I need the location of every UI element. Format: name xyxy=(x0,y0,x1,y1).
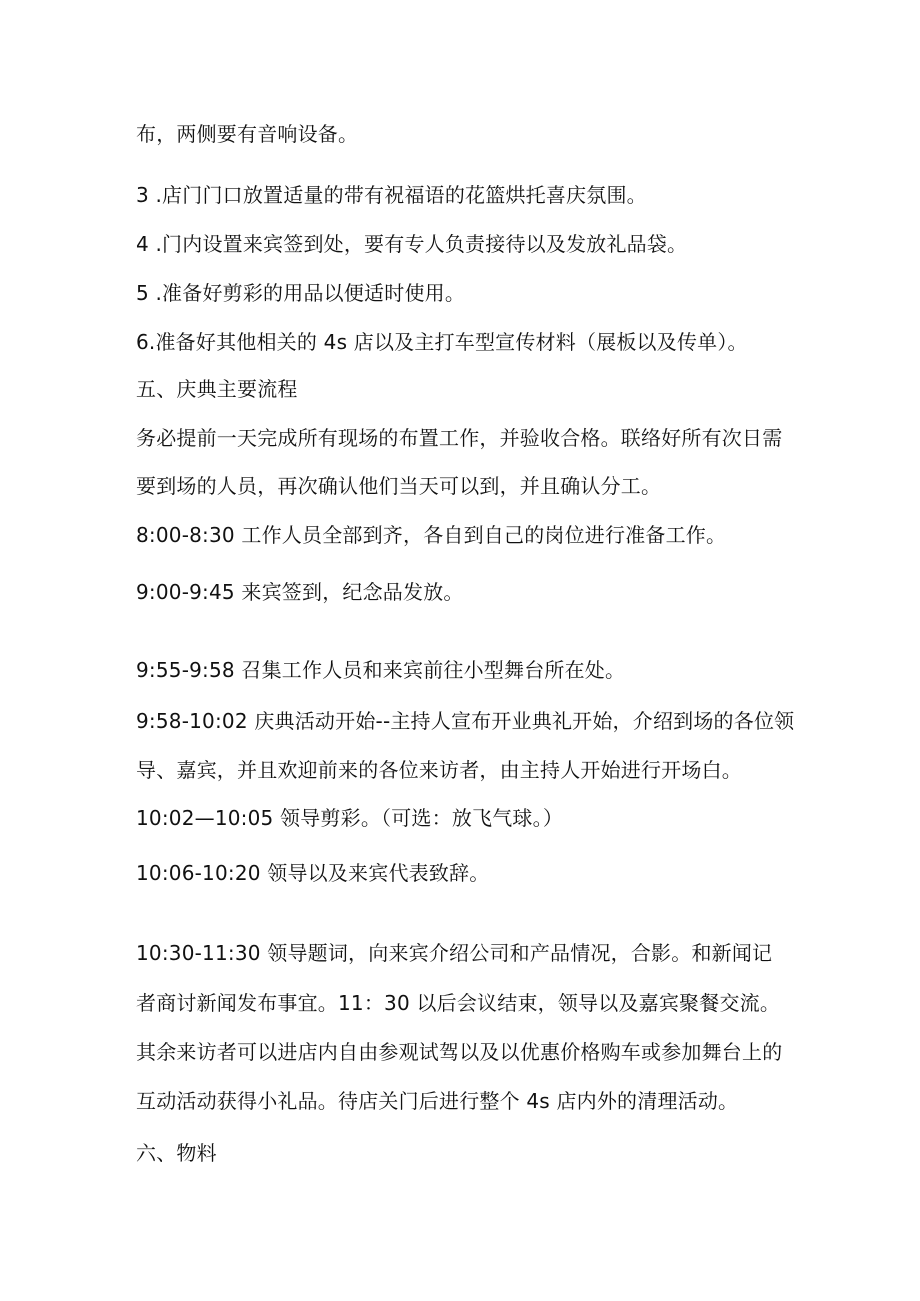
section-heading: 五、庆典主要流程 xyxy=(136,377,298,401)
schedule-item: 8:00-8:30 工作人员全部到齐，各自到自己的岗位进行准备工作。 xyxy=(136,523,727,547)
list-item: 6.准备好其他相关的 4s 店以及主打车型宣传材料（展板以及传单）。 xyxy=(136,330,748,354)
schedule-item-continuation: 其余来访者可以进店内自由参观试驾以及以优惠价格购车或参加舞台上的 xyxy=(136,1040,783,1064)
schedule-item-continuation: 互动活动获得小礼品。待店关门后进行整个 4s 店内外的清理活动。 xyxy=(136,1089,739,1113)
schedule-item-continuation: 导、嘉宾，并且欢迎前来的各位来访者，由主持人开始进行开场白。 xyxy=(136,758,742,782)
schedule-item: 9:55-9:58 召集工作人员和来宾前往小型舞台所在处。 xyxy=(136,658,626,682)
schedule-item: 10:30-11:30 领导题词，向来宾介绍公司和产品情况，合影。和新闻记 xyxy=(136,941,773,965)
schedule-item: 9:00-9:45 来宾签到，纪念品发放。 xyxy=(136,580,464,604)
schedule-item: 10:02—10:05 领导剪彩。（可选：放飞气球。） xyxy=(136,806,564,830)
paragraph-line: 要到场的人员，再次确认他们当天可以到，并且确认分工。 xyxy=(136,474,662,498)
list-item: 3 .店门门口放置适量的带有祝福语的花篮烘托喜庆氛围。 xyxy=(136,183,647,207)
text-line: 布，两侧要有音响设备。 xyxy=(136,122,359,146)
schedule-item: 9:58-10:02 庆典活动开始--主持人宣布开业典礼开始，介绍到场的各位领 xyxy=(136,709,795,733)
section-heading: 六、物料 xyxy=(136,1141,217,1165)
schedule-item-continuation: 者商讨新闻发布事宜。11：30 以后会议结束，领导以及嘉宾聚餐交流。 xyxy=(136,991,781,1015)
list-item: 4 .门内设置来宾签到处，要有专人负责接待以及发放礼品袋。 xyxy=(136,232,688,256)
paragraph-line: 务必提前一天完成所有现场的布置工作，并验收合格。联络好所有次日需 xyxy=(136,426,783,450)
schedule-item: 10:06-10:20 领导以及来宾代表致辞。 xyxy=(136,861,490,885)
list-item: 5 .准备好剪彩的用品以便适时使用。 xyxy=(136,281,466,305)
